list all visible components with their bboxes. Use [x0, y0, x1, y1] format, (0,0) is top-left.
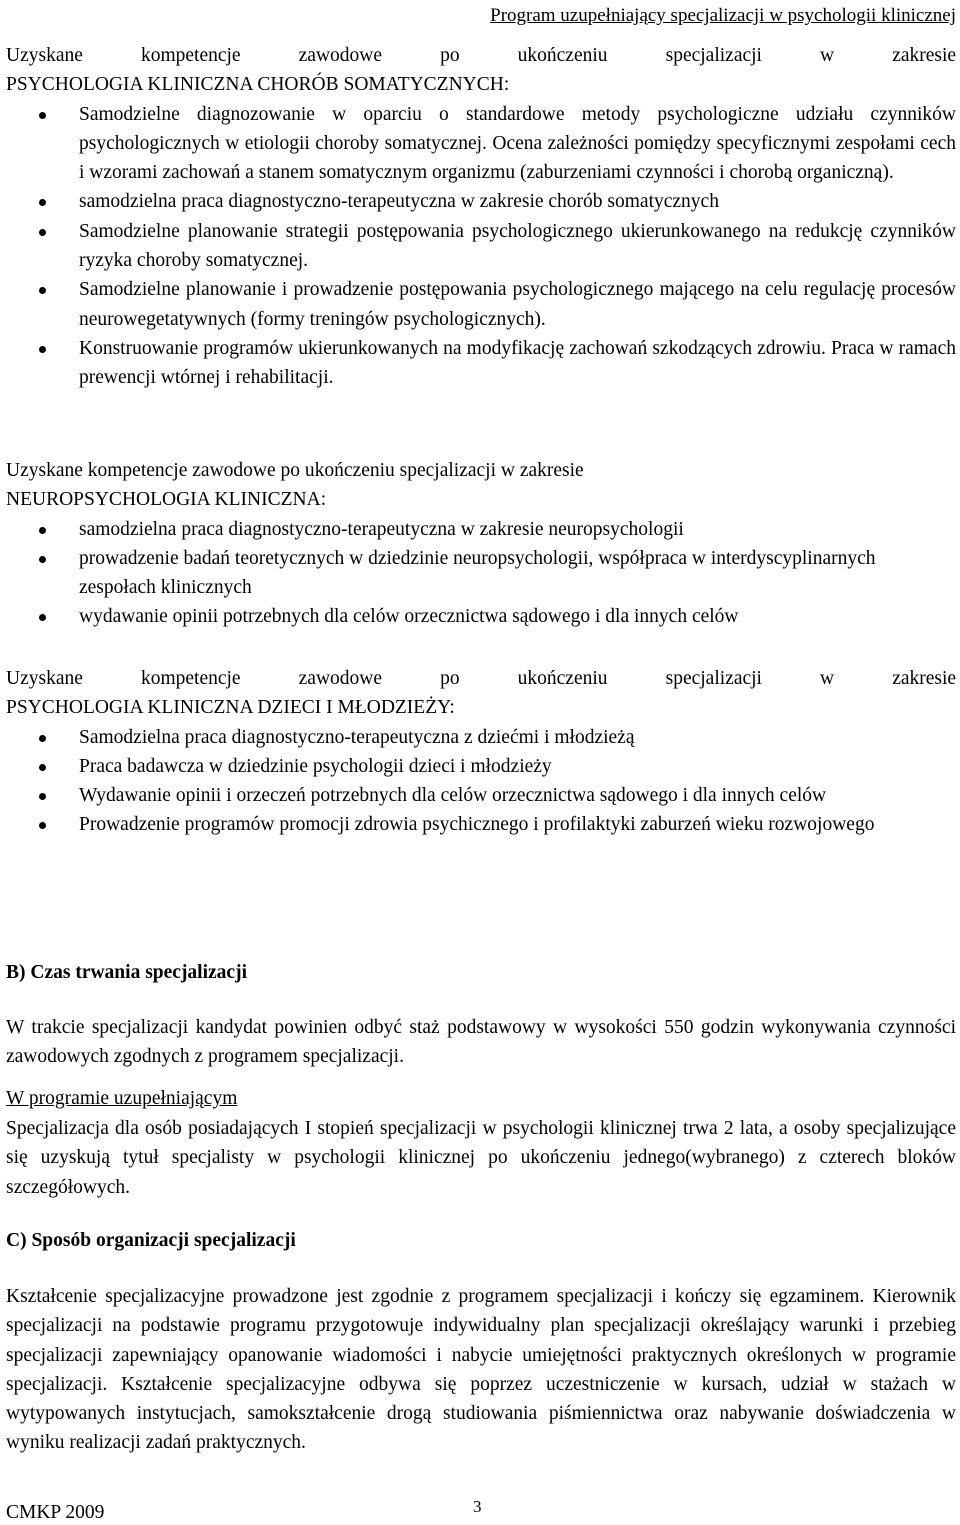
section-b-paragraph: W trakcie specjalizacji kandydat powinien odbyć staż podstawowy w wysokości 550 godzin wykonywania czynności zawodowych zgodnych z programem specjalizacji. [6, 1017, 956, 1068]
list-item: Prowadzenie programów promocji zdrowia psychicznego i profilaktyki zaburzeń wieku rozwojowego [6, 810, 956, 839]
page-number: 3 [473, 1497, 482, 1516]
section-heading-line1: Uzyskane kompetencje zawodowe po ukończeniu specjalizacji w zakresie [6, 460, 584, 481]
section-b-subheading: W programie uzupełniającym [6, 1088, 238, 1109]
section-b-heading: B) Czas trwania specjalizacji [6, 962, 247, 983]
list-item: wydawanie opinii potrzebnych dla celów orzecznictwa sądowego i dla innych celów [6, 602, 956, 631]
section-b-paragraph-2: Specjalizacja dla osób posiadających I stopień specjalizacji w psychologii klinicznej trwa 2 lata, a osoby specjalizujące się uzyskują tytuł specjalisty w psychologii klinicznej po ukończeniu jednego(wybranego) z czterech bloków szczegółowych. [6, 1118, 956, 1198]
section-heading-line1: Uzyskane kompetencje zawodowe po ukończeniu specjalizacji w zakresie [6, 45, 957, 66]
list-item: Wydawanie opinii i orzeczeń potrzebnych dla celów orzecznictwa sądowego i dla innych celów [6, 781, 956, 810]
section-c-heading: C) Sposób organizacji specjalizacji [6, 1230, 296, 1251]
list-item: Samodzielna praca diagnostyczno-terapeutyczna z dziećmi i młodzieżą [6, 723, 956, 752]
list-item: Samodzielne diagnozowanie w oparciu o standardowe metody psychologiczne udziału czynników psychologicznych w etiologii choroby somatycznej. Ocena zależności pomiędzy specyficznymi zespołami cech i wzorami zachowań a stanem somatycznym organizmu (zaburzeniami czynności i chorobą organiczną). [6, 100, 956, 188]
section-somatic [6, 41, 956, 393]
footer-label: CMKP 2009 [6, 1502, 105, 1523]
list-item: prowadzenie badań teoretycznych w dziedzinie neuropsychologii, współpraca w interdyscyplinarnych zespołach klinicznych [6, 544, 956, 603]
section-neuropsychology [6, 456, 956, 632]
list-item: samodzielna praca diagnostyczno-terapeutyczna w zakresie chorób somatycznych [6, 187, 956, 216]
running-header: Program uzupełniający specjalizacji w psychologii klinicznej [490, 5, 956, 26]
competency-list [6, 723, 956, 840]
section-heading-line2: PSYCHOLOGIA KLINICZNA DZIECI I MŁODZIEŻY: [6, 697, 455, 719]
section-heading-line1: Uzyskane kompetencje zawodowe po ukończeniu specjalizacji w zakresie [6, 668, 957, 689]
list-item: Praca badawcza w dziedzinie psychologii dzieci i młodzieży [6, 752, 956, 781]
competency-list [6, 515, 956, 632]
competency-list [6, 100, 956, 393]
list-item: Konstruowanie programów ukierunkowanych na modyfikację zachowań szkodzących zdrowiu. Praca w ramach prewencji wtórnej i rehabilitacji. [6, 334, 956, 393]
section-children [6, 664, 956, 840]
section-heading-line2: NEUROPSYCHOLOGIA KLINICZNA: [6, 489, 327, 511]
list-item: samodzielna praca diagnostyczno-terapeutyczna w zakresie neuropsychologii [6, 515, 956, 544]
list-item: Samodzielne planowanie i prowadzenie postępowania psychologicznego mającego na celu regulację procesów neurowegetatywnych (formy treningów psychologicznych). [6, 275, 956, 334]
list-item: Samodzielne planowanie strategii postępowania psychologicznego ukierunkowanego na redukcję czynników ryzyka choroby somatycznej. [6, 217, 956, 276]
section-heading-line2: PSYCHOLOGIA KLINICZNA CHORÓB SOMATYCZNYCH: [6, 74, 510, 96]
section-c-paragraph: Kształcenie specjalizacyjne prowadzone jest zgodnie z programem specjalizacji i kończy się egzaminem. Kierownik specjalizacji na podstawie programu przygotowuje indywidualny plan specjalizacji określający warunki i przebieg specjalizacji zapewniający opanowanie wiadomości i nabycie umiejętności praktycznych określonych w programie specjalizacji. Kształcenie specjalizacyjne odbywa się poprzez uczestniczenie w kursach, udział w stażach w wytypowanych instytucjach, samokształcenie drogą studiowania piśmiennictwa oraz nabywanie doświadczenia w wyniku realizacji zadań praktycznych. [6, 1286, 956, 1454]
